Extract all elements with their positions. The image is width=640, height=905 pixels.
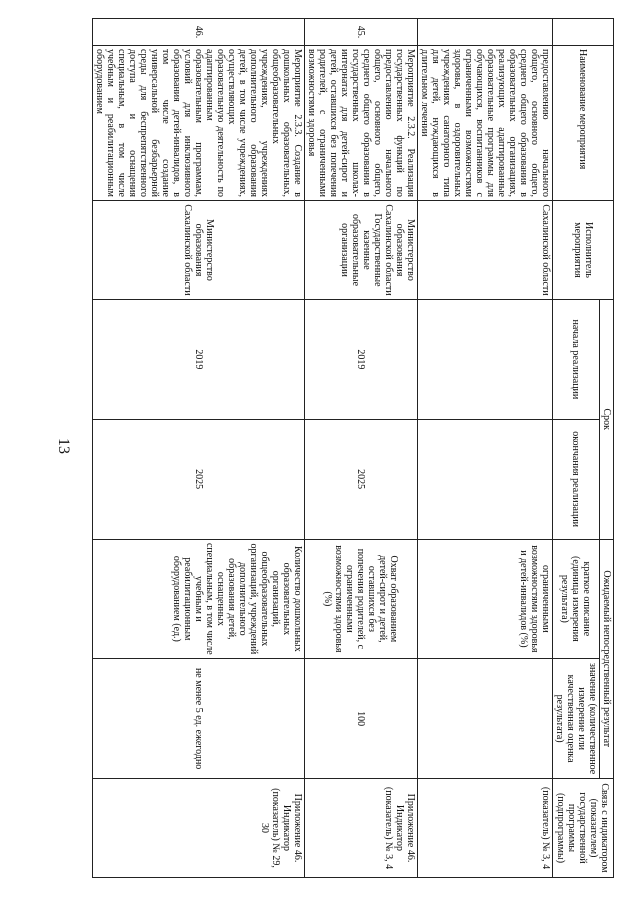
row-name: Мероприятие 2.3.3. Создание в дошкольных образовательных, общеобразовательных учреждениях, учреждениях дополнительного образования детей, в том числе учреждениях, осуществляющих образовательную деятельность по адаптированным образовательным программам, условий для инклюзивного образования детей-инвалидов, в том числе создание универсальной безбарьерной среды для беспрепятственного доступа и оснащения специальным, в том числе учебным и реабилитационным оборудованием <box>93 46 305 201</box>
header-executor: Исполнитель мероприятия <box>553 201 614 300</box>
row-executor: Министерство образования Сахалинской области <box>93 201 305 300</box>
row-end <box>418 419 553 539</box>
row-end: 2025 <box>93 419 305 539</box>
page-number: 13 <box>55 438 72 454</box>
table-row <box>93 19 305 878</box>
header-value: значение (количественное измерение или качественная оценка результата) <box>553 659 600 779</box>
row-executor: Сахалинской области <box>418 201 553 300</box>
rotated-page <box>86 18 640 873</box>
row-start <box>418 300 553 420</box>
row-name: Мероприятие 2.3.2. Реализация государственных функций по предоставлению начального общего, основного общего, среднего общего образования в государственных школах-интернатах для детей-сирот и детей, оставшихся без попечения родителей, с ограниченными возможностями здоровья <box>305 46 418 201</box>
row-link: (показатель) № 3, 4 <box>418 779 553 878</box>
header-expected: Ожидаемый непосредственный результат <box>600 539 614 779</box>
row-value <box>418 659 553 779</box>
row-link: Приложение 46. Индикатор (показатель) № 3, 4 <box>305 779 418 878</box>
header-link: Связь с индикатором (показателем) государственной программы (подпрограммы) <box>553 779 614 878</box>
row-num: 45. <box>305 19 418 46</box>
table-row <box>418 19 553 878</box>
row-num: 46. <box>93 19 305 46</box>
header-end: окончания реализации <box>553 419 600 539</box>
header-row-1 <box>600 19 614 878</box>
row-value: 100 <box>305 659 418 779</box>
measures-table <box>92 18 614 878</box>
header-term: Срок <box>600 300 614 540</box>
row-executor: Министерство образования Сахалинской области Государственные казенные образовательные организации <box>305 201 418 300</box>
row-desc: Охват образованием детей-сирот и детей, оставшихся без попечения родителей, с ограниченными возможностями здоровья (%) <box>305 539 418 659</box>
row-desc: ограниченными возможностями здоровья и детей-инвалидов (%) <box>418 539 553 659</box>
table-row <box>305 19 418 878</box>
row-desc: Количество дошкольных образовательных организаций, общеобразовательных организаций, учреждений дополнительного образования детей, оснащенных специальным, в том числе учебным и реабилитационным оборудованием (ед.) <box>93 539 305 659</box>
row-value: не менее 5 ед. ежегодно <box>93 659 305 779</box>
header-desc: краткое описание (единица измерения результата) <box>553 539 600 659</box>
row-start: 2019 <box>93 300 305 420</box>
row-end: 2025 <box>305 419 418 539</box>
row-name: предоставлению начального общего, основного общего, среднего общего образования в образовательных организациях, реализующих адаптированные образовательные программы для обучающихся, воспитанников с ограниченными возможностями здоровья, в оздоровительных учреждениях санаторного типа для детей, нуждающихся в длительном лечении <box>418 46 553 201</box>
landscape-sheet <box>86 18 614 878</box>
row-start: 2019 <box>305 300 418 420</box>
row-link: Приложение 46. Индикатор (показатель) № 29, 30 <box>93 779 305 878</box>
header-start: начала реализации <box>553 300 600 420</box>
header-num <box>553 19 614 46</box>
row-num <box>418 19 553 46</box>
header-name: Наименование мероприятия <box>553 46 614 201</box>
